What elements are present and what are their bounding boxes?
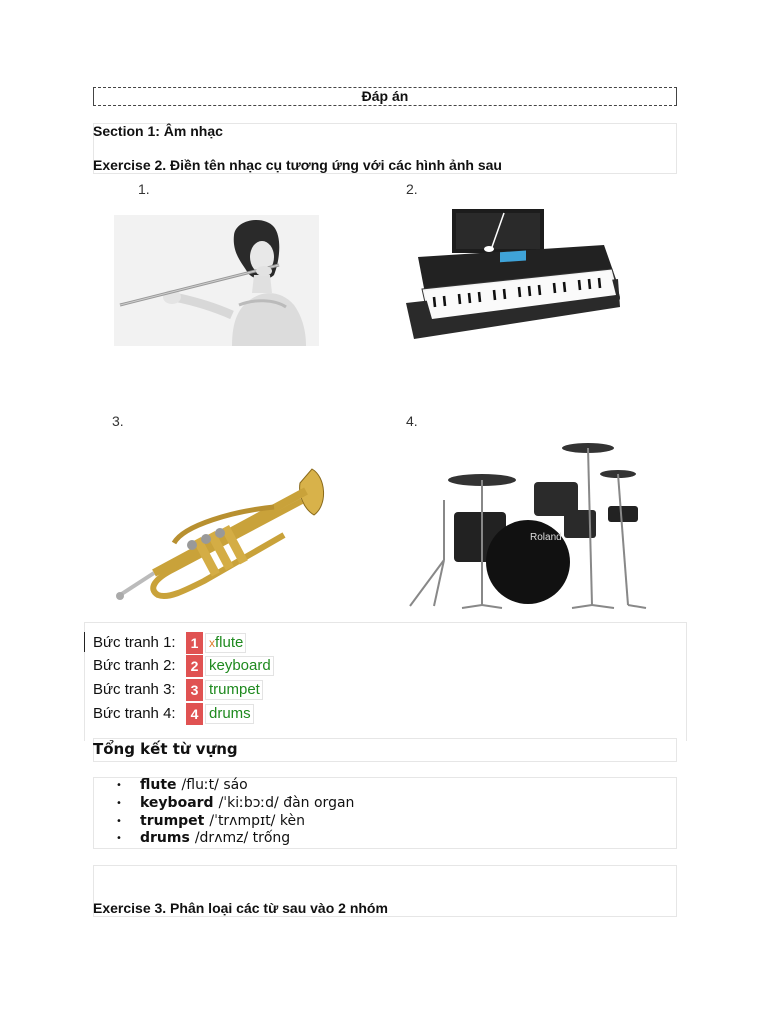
vocab-item (116, 777, 354, 795)
bullet-icon: • (116, 833, 122, 845)
answer-label-1: Bức tranh 1: (93, 634, 176, 651)
keyboard-image (404, 207, 620, 345)
vocab-title: Tổng kết từ vựng (93, 740, 238, 758)
vocab-detail: /ˈkiːbɔːd/ đàn organ (218, 794, 355, 811)
answer-value-3: trumpet (209, 681, 260, 698)
drum-kit-image (404, 440, 654, 610)
section-title: Section 1: Âm nhạc (93, 123, 223, 139)
image-number-2: 2. (406, 181, 418, 197)
exercise-2-title: Exercise 2. Điền tên nhạc cụ tương ứng với các hình ảnh sau (93, 157, 502, 173)
vocab-item (116, 813, 354, 831)
answer-value-4: drums (209, 705, 251, 722)
vocab-detail: /fluːt/ sáo (181, 777, 248, 793)
vocab-detail: /ˈtrʌmpɪt/ kèn (209, 812, 305, 829)
answer-row-3 (93, 678, 263, 702)
bullet-icon: • (116, 797, 122, 809)
answer-field-2[interactable] (205, 656, 274, 676)
text-cursor (84, 632, 85, 652)
answer-badge-2: 2 (186, 655, 203, 677)
answer-label-4: Bức tranh 4: (93, 705, 176, 722)
image-number-4: 4. (406, 413, 418, 429)
vocab-word: keyboard (140, 794, 214, 811)
answer-badge-4: 4 (186, 703, 203, 725)
answer-field-1[interactable] (205, 633, 246, 653)
trumpet-image (114, 465, 328, 610)
vocab-detail: /drʌmz/ trống (194, 830, 291, 847)
wrong-mark-icon: x (209, 636, 215, 650)
answer-badge-1: 1 (186, 632, 203, 654)
answer-badge-3: 3 (186, 679, 203, 701)
answer-value-1: flute (215, 634, 244, 651)
vocab-list (116, 777, 354, 848)
bullet-icon: • (116, 815, 122, 827)
exercise-3-title: Exercise 3. Phân loại các từ sau vào 2 nhóm (93, 900, 388, 916)
vocab-item (116, 795, 354, 813)
image-number-3: 3. (112, 413, 124, 429)
answer-label-3: Bức tranh 3: (93, 681, 176, 698)
answer-value-2: keyboard (209, 657, 271, 674)
answer-header-title: Đáp án (361, 88, 409, 104)
drum-brand-text: Roland (530, 532, 562, 543)
answer-row-1 (93, 631, 246, 655)
answer-header (93, 87, 677, 106)
answer-row-2 (93, 654, 274, 678)
vocab-word: flute (140, 777, 177, 793)
vocab-word: drums (140, 830, 190, 847)
vocab-item (116, 830, 354, 848)
answer-label-2: Bức tranh 2: (93, 657, 176, 674)
answer-field-4[interactable] (205, 704, 254, 724)
bullet-icon: • (116, 780, 122, 791)
answer-row-4 (93, 702, 254, 726)
vocab-word: trumpet (140, 812, 205, 829)
flute-player-image (114, 215, 319, 346)
answer-field-3[interactable] (205, 680, 263, 700)
image-number-1: 1. (138, 181, 150, 197)
